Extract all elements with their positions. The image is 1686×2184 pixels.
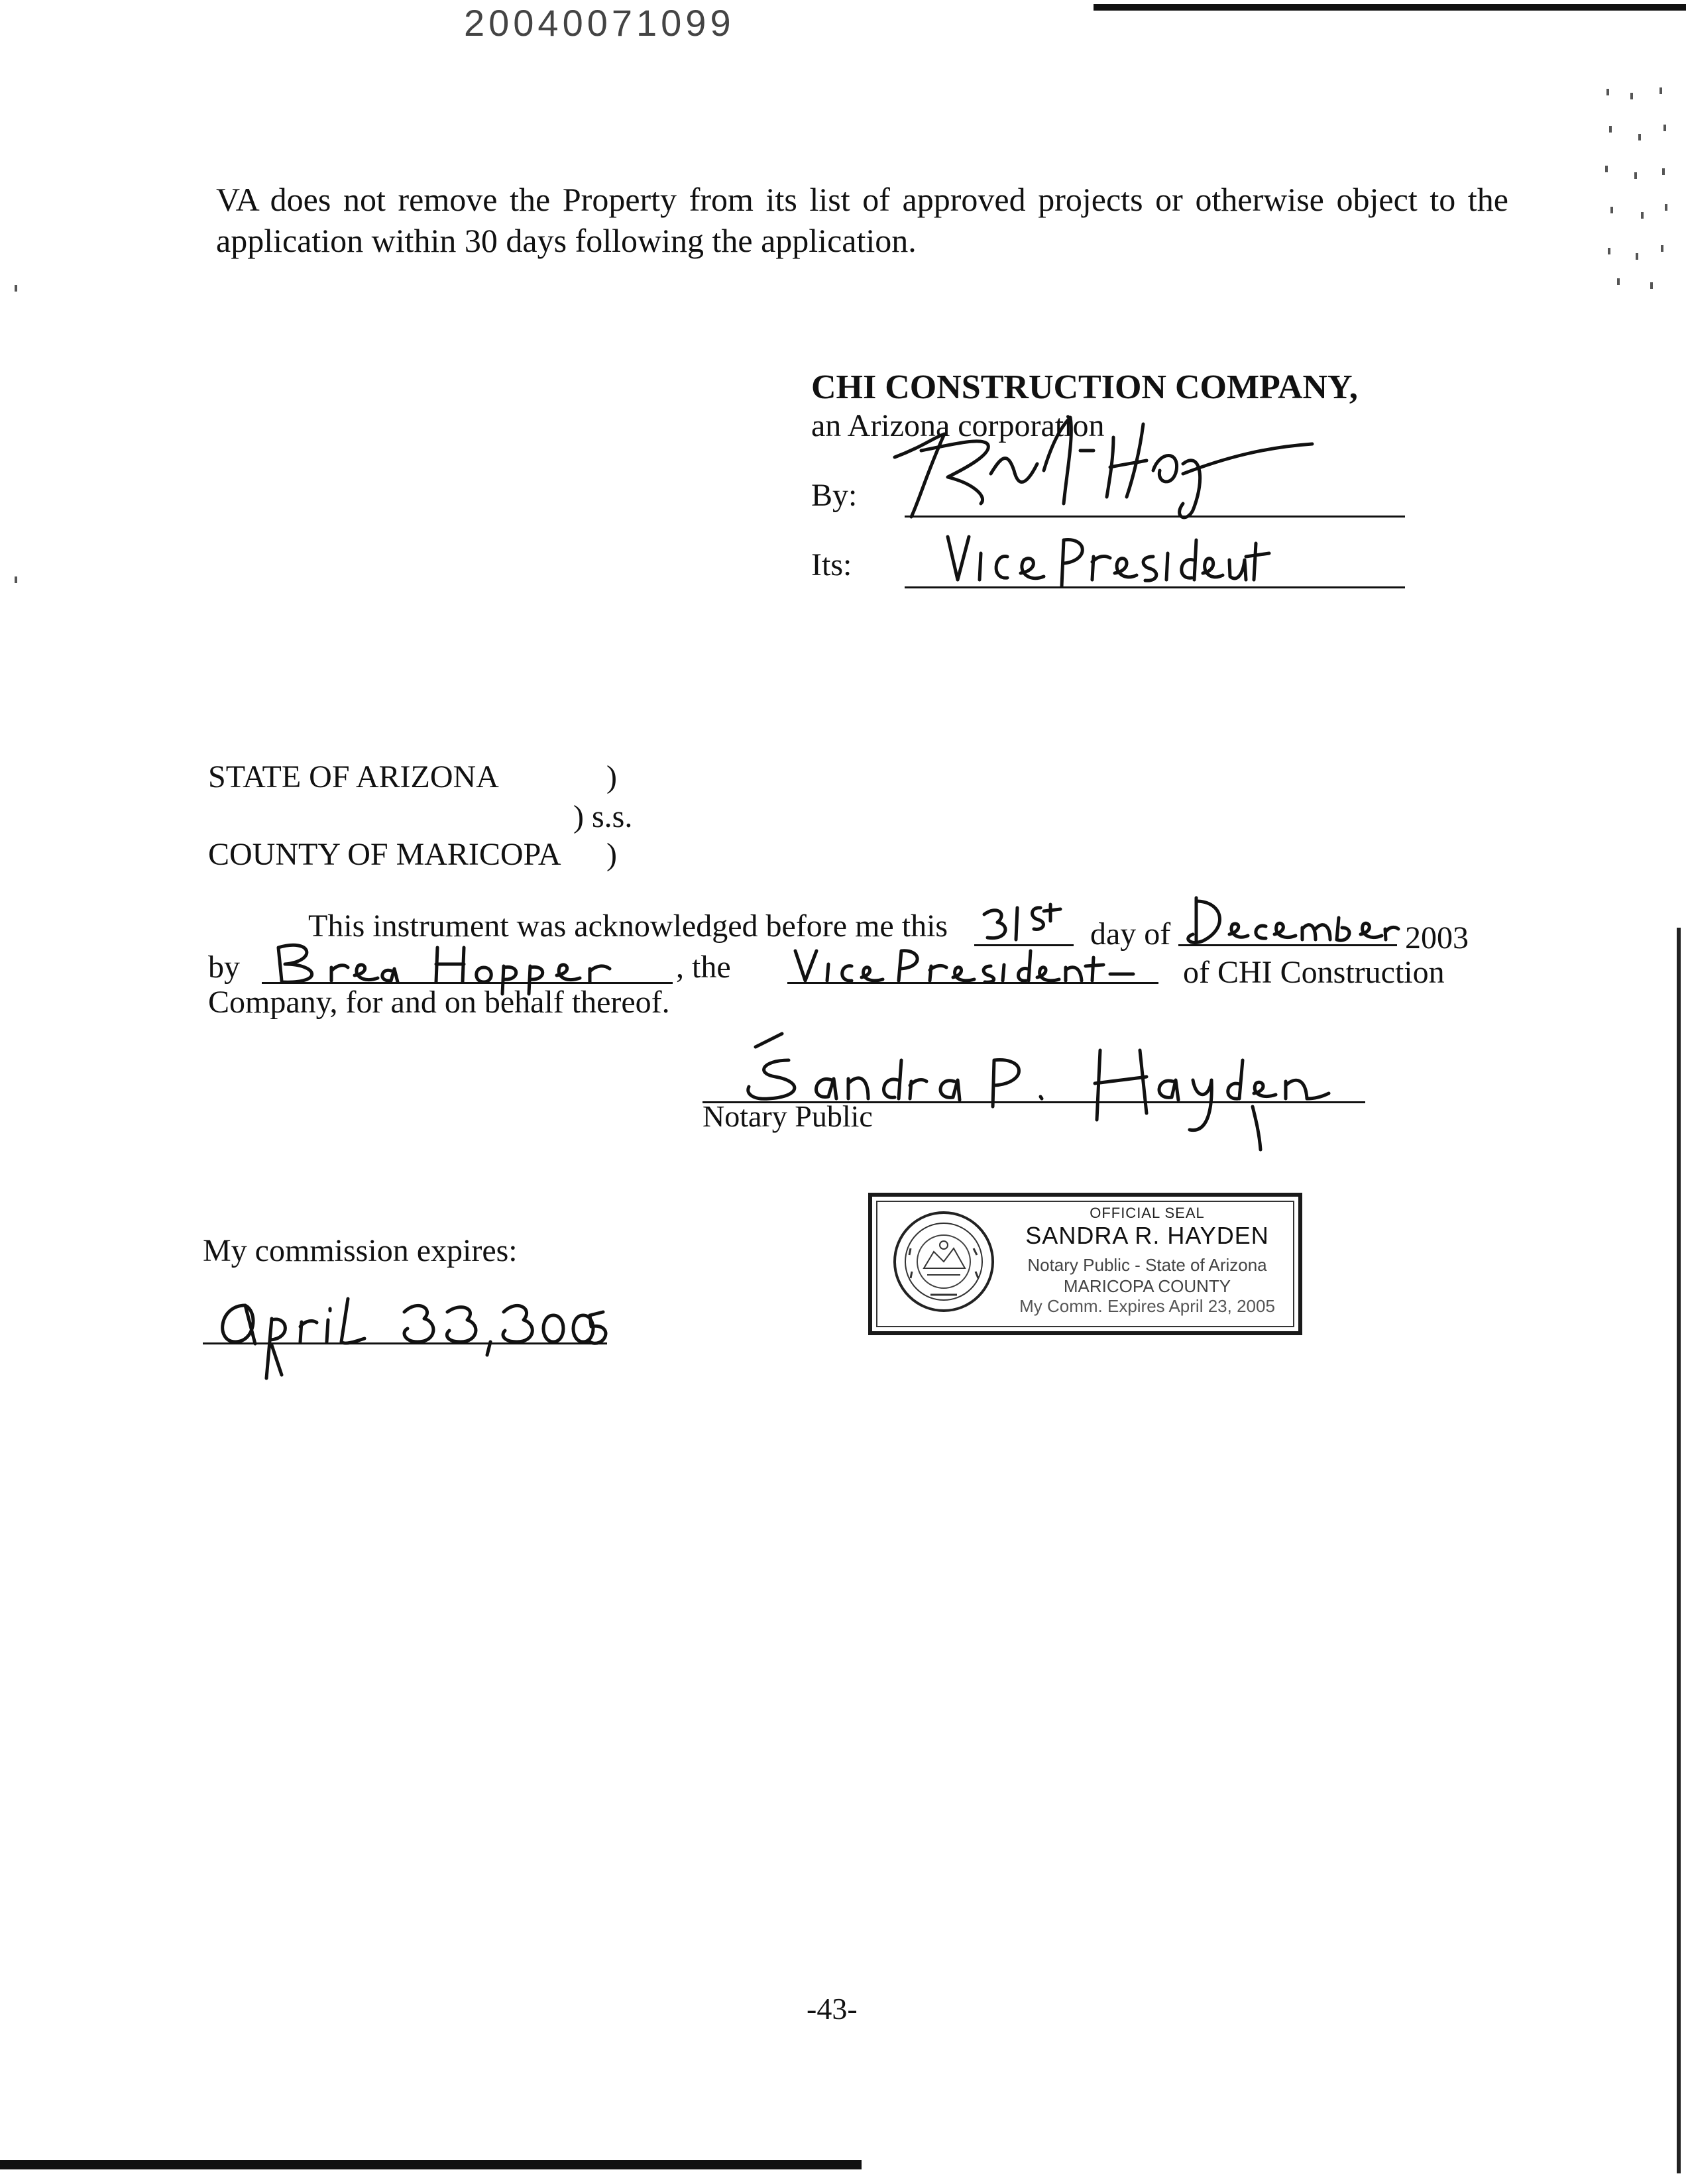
body-paragraph: VA does not remove the Property from its list of approved projects or otherwise object to the application within 30 days following the application.: [216, 181, 1508, 259]
ack-by: by: [208, 950, 240, 985]
document-number: 20040071099: [464, 2, 735, 44]
ack-of-company: of CHI Construction: [1183, 955, 1445, 990]
commission-expires-label: My commission expires:: [203, 1233, 518, 1268]
scan-speckles: [1604, 86, 1677, 292]
venue-paren: ): [606, 759, 617, 794]
ack-line3: Company, for and on behalf thereof.: [208, 985, 670, 1020]
seal-title: OFFICIAL SEAL: [1090, 1205, 1205, 1221]
handwritten-signer-name: [265, 934, 676, 987]
officer-signature: [881, 411, 1345, 523]
seal-line-2: MARICOPA COUNTY: [1063, 1276, 1231, 1296]
handwritten-month: [1176, 888, 1402, 954]
state-seal-emblem-icon: [891, 1209, 997, 1315]
page-number: -43-: [807, 1992, 858, 2026]
company-name: CHI CONSTRUCTION COMPANY,: [811, 368, 1358, 406]
scan-speckle-left: [15, 285, 17, 292]
bottom-edge-rule: [0, 2160, 862, 2169]
venue-county: COUNTY OF MARICOPA: [208, 837, 561, 872]
seal-line-3: My Comm. Expires April 23, 2005: [1019, 1296, 1275, 1316]
venue-ss: ) s.s.: [573, 799, 633, 834]
venue-paren: ): [606, 837, 617, 872]
ack-day-of: day of: [1090, 916, 1171, 952]
ack-the: , the: [676, 950, 731, 985]
venue-state: STATE OF ARIZONA: [208, 759, 499, 794]
corporation-type: an Arizona corporation: [811, 408, 1105, 443]
acknowledgment-line1: This instrument was acknowledged before me this: [308, 908, 948, 944]
notary-signature: [716, 1020, 1352, 1153]
ack-year: 2003: [1405, 920, 1469, 956]
officer-title-handwriting: [934, 523, 1279, 596]
handwritten-signer-title: [789, 941, 1160, 987]
seal-notary-name: SANDRA R. HAYDEN: [1025, 1222, 1269, 1249]
right-edge-rule: [1677, 928, 1681, 2173]
handwritten-commission-date: [205, 1279, 610, 1385]
by-label: By:: [811, 478, 858, 513]
scan-speckle-left: [15, 576, 17, 583]
notary-public-label: Notary Public: [702, 1099, 873, 1133]
official-seal-stamp: [868, 1193, 1302, 1335]
its-label: Its:: [811, 547, 852, 582]
seal-line-1: Notary Public - State of Arizona: [1027, 1255, 1267, 1275]
top-edge-rule: [1094, 4, 1686, 11]
